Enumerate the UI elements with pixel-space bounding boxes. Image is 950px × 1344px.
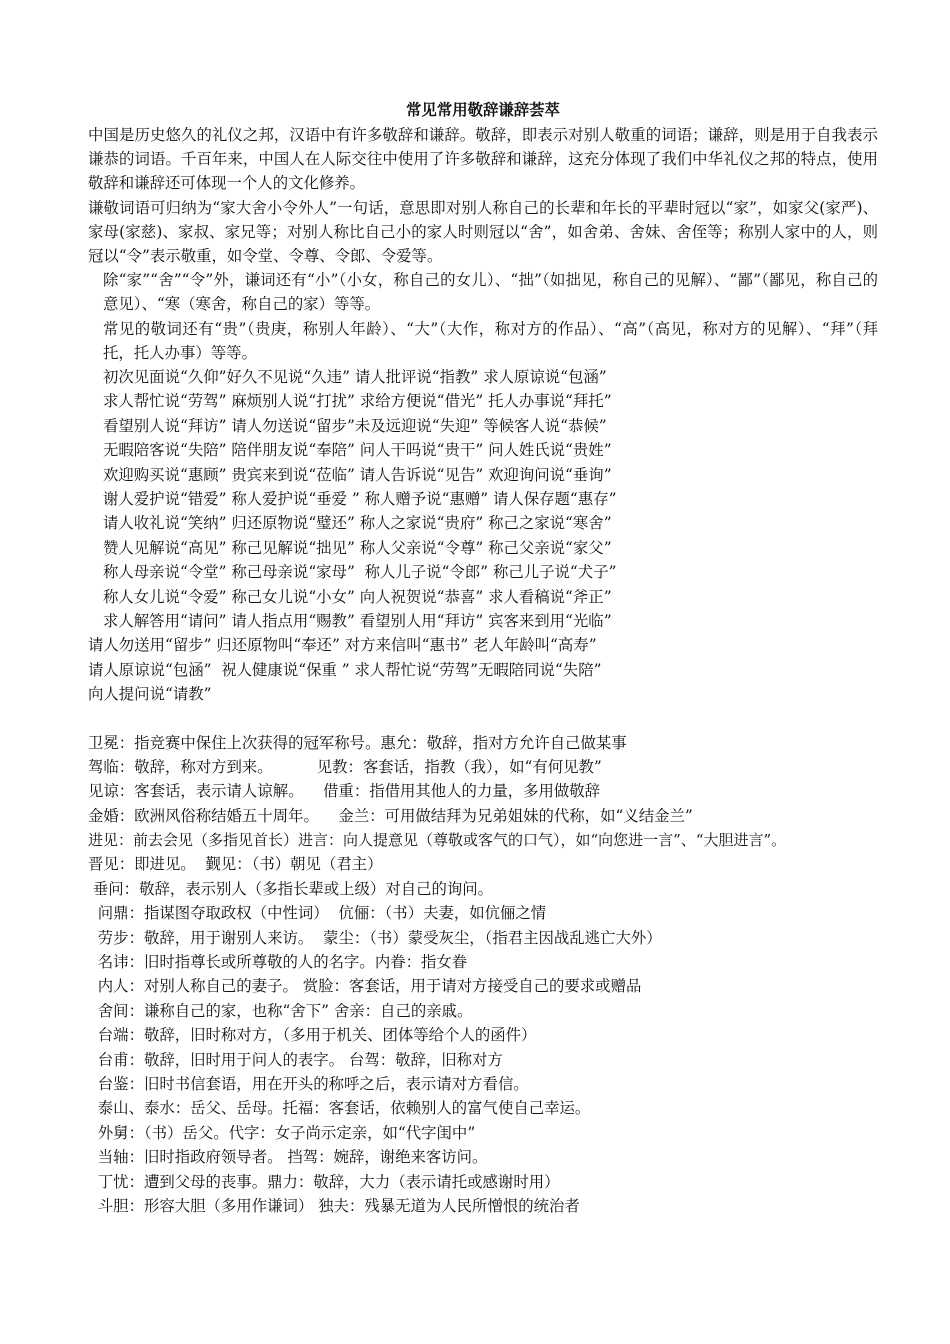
glossary-line: 名讳：旧时指尊长或所尊敬的人的名字。内眷：指女眷 bbox=[88, 953, 468, 972]
glossary-line: 劳步：敬辞，用于谢别人来访。 蒙尘：（书）蒙受灰尘，（指君主因战乱逃亡大外） bbox=[88, 928, 662, 947]
glossary-line: 进见：前去会见（多指见首长）进言：向人提意见（尊敬或客气的口气），如“向您进一言”、“大胆进言”。 bbox=[88, 831, 787, 850]
humble-words-paragraph: 除“家”“舍”“令”外，谦词还有“小”（小女，称自己的女儿）、“拙”（如拙见，称自己的见解）、“鄙”（鄙见，称自己的意见）、“寒（寒舍，称自己的家）等等。 bbox=[103, 271, 878, 314]
glossary-line: 舍间：谦称自己的家，也称“舍下” 舍亲：自己的亲戚。 bbox=[88, 1001, 473, 1020]
glossary-line: 斗胆：形容大胆（多用作谦词） 独夫：残暴无道为人民所憎恨的统治者 bbox=[88, 1196, 580, 1215]
document-title: 常见常用敬辞谦辞荟萃 bbox=[406, 101, 560, 119]
intro-paragraph: 中国是历史悠久的礼仪之邦，汉语中有许多敬辞和谦辞。敬辞，即表示对别人敬重的词语；谦辞，则是用于自我表示谦恭的词语。千百年来，中国人在人际交往中使用了许多敬辞和谦辞，这充分体现了我们中华礼仪之邦的特点，使用敬辞和谦辞还可体现一个人的文化修养。 bbox=[88, 126, 878, 193]
respect-words-paragraph: 常见的敬词还有“贵”（贵庚，称别人年龄）、“大”（大作，称对方的作品）、“高”（高见，称对方的见解）、“拜”（拜托，托人办事）等等。 bbox=[103, 319, 878, 362]
glossary-line: 丁忧：遭到父母的丧事。鼎力：敬辞，大力（表示请托或感谢时用） bbox=[88, 1172, 560, 1191]
pair-line: 无暇陪客说“失陪” 陪伴朋友说“奉陪” 问人干吗说“贵干” 问人姓氏说“贵姓” bbox=[103, 441, 612, 460]
pair-line: 请人勿送用“留步” 归还原物叫“奉还” 对方来信叫“惠书” 老人年龄叫“高寿” bbox=[88, 636, 597, 655]
document-page bbox=[88, 98, 878, 1218]
pair-line: 称人女儿说“令爱” 称己女儿说“小女” 向人祝贺说“恭喜” 求人看稿说“斧正” bbox=[103, 587, 612, 606]
glossary-line: 内人：对别人称自己的妻子。 赏脸：客套话，用于请对方接受自己的要求或赠品 bbox=[88, 977, 642, 996]
blank-line bbox=[88, 707, 878, 731]
glossary-line: 台端：敬辞，旧时称对方，（多用于机关、团体等给个人的函件） bbox=[88, 1026, 537, 1045]
glossary-line: 晋见：即进见。 觐见：（书）朝见（君主） bbox=[88, 855, 383, 874]
pair-line: 赞人见解说“高见” 称己见解说“拙见” 称人父亲说“令尊” 称己父亲说“家父” bbox=[103, 538, 612, 557]
glossary-line: 垂问：敬辞，表示别人（多指长辈或上级）对自己的询问。 bbox=[88, 879, 494, 898]
glossary-line: 卫冕：指竞赛中保住上次获得的冠军称号。惠允：敬辞，指对方允许自己做某事 bbox=[88, 733, 627, 752]
pair-line: 请人原谅说“包涵” 祝人健康说“保重 ” 求人帮忙说“劳驾”无暇陪同说“失陪” bbox=[88, 660, 602, 679]
pair-line: 谢人爱护说“错爱” 称人爱护说“垂爱 ” 称人赠予说“惠赠” 请人保存题“惠存” bbox=[103, 489, 617, 508]
glossary-line: 问鼎：指谋图夺取政权（中性词） 伉俪：（书）夫妻，如伉俪之情 bbox=[88, 904, 547, 923]
glossary-line: 见谅：客套话，表示请人谅解。 借重：指借用其他人的力量，多用做敬辞 bbox=[88, 782, 601, 801]
pair-line: 欢迎购买说“惠顾” 贵宾来到说“莅临” 请人告诉说“见告” 欢迎询问说“垂询” bbox=[103, 465, 612, 484]
glossary-line: 金婚：欧洲风俗称结婚五十周年。 金兰：可用做结拜为兄弟姐妹的代称，如“义结金兰” bbox=[88, 806, 693, 825]
glossary-line: 台鉴：旧时书信套语，用在开头的称呼之后，表示请对方看信。 bbox=[88, 1074, 529, 1093]
pair-line: 请人收礼说“笑纳” 归还原物说“璧还” 称人之家说“贵府” 称己之家说“寒舍” bbox=[103, 514, 612, 533]
pair-line: 称人母亲说“令堂” 称己母亲说“家母” 称人儿子说“令郎” 称己儿子说“犬子” bbox=[103, 563, 617, 582]
glossary-line: 台甫：敬辞，旧时用于问人的表字。 台驾：敬辞，旧称对方 bbox=[88, 1050, 503, 1069]
glossary-line: 外舅：（书）岳父。代字：女子尚示定亲，如“代字闺中” bbox=[88, 1123, 476, 1142]
pair-line: 初次见面说“久仰”好久不见说“久违” 请人批评说“指教” 求人原谅说“包涵” bbox=[103, 368, 607, 387]
glossary-line: 驾临：敬辞，称对方到来。 见教：客套话，指教（我），如“有何见教” bbox=[88, 757, 602, 776]
pair-line: 求人解答用“请问” 请人指点用“赐教” 看望别人用“拜访” 宾客来到用“光临” bbox=[103, 611, 612, 630]
glossary-line: 泰山、泰水：岳父、岳母。托福：客套话，依赖别人的富气使自己幸运。 bbox=[88, 1099, 591, 1118]
glossary-line: 当轴：旧时指政府领导者。 挡驾：婉辞，谢绝来客访问。 bbox=[88, 1148, 488, 1167]
pair-line: 看望别人说“拜访” 请人勿送说“留步”未及远迎说“失迎” 等候客人说“恭候” bbox=[103, 416, 607, 435]
pair-line: 向人提问说“请教” bbox=[88, 685, 212, 704]
pair-line: 求人帮忙说“劳驾” 麻烦别人说“打扰” 求给方便说“借光” 托人办事说“拜托” bbox=[103, 392, 612, 411]
rule-paragraph: 谦敬词语可归纳为“家大舍小令外人”一句话，意思即对别人称自己的长辈和年长的平辈时冠以“家”，如家父(家严)、家母(家慈)、家叔、家兄等；对别人称比自己小的家人时则冠以“舍”，如舍弟、舍妹、舍侄等；称别人家中的人，则冠以“令”表示敬重，如令堂、令尊、令郎、令爱等。 bbox=[88, 198, 878, 266]
